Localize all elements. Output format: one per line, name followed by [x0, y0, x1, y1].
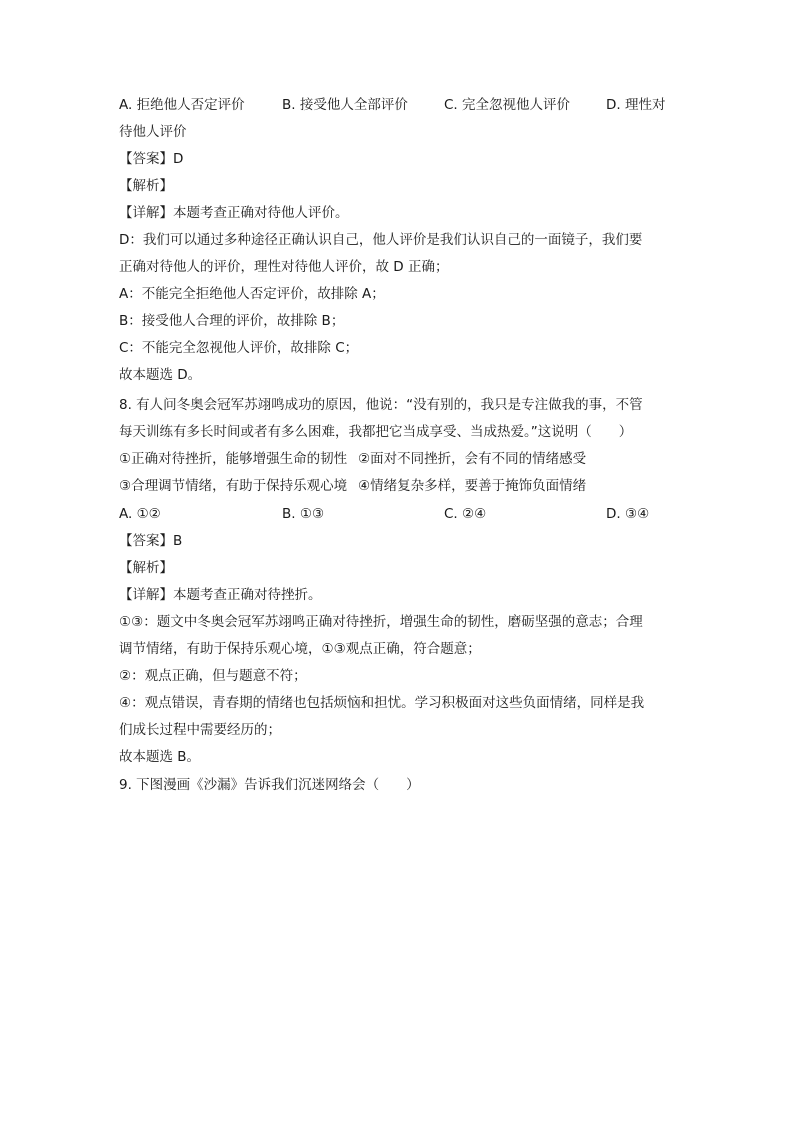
q7-answer-line [119, 148, 183, 170]
q8-analysis-label: 【解析】 [119, 560, 173, 576]
q8-explanation-line: ④：观点错误，青春期的情绪也包括烦恼和担忧。学习积极面对这些负面情绪，同样是我 [119, 695, 645, 711]
q8-item-1: ①正确对待挫折，能够增强生命的韧性 [119, 451, 348, 467]
q8-item-4: ④情绪复杂多样，要善于掩饰负面情绪 [358, 478, 587, 494]
q8-conclusion: 故本题选 B。 [119, 749, 201, 765]
detail-label: 【详解】 [119, 587, 173, 603]
detail-label: 【详解】 [119, 205, 173, 221]
q7-explanation-line: 正确对待他人的评价，理性对待他人评价，故 D 正确； [119, 259, 449, 275]
q8-detail-text: 本题考查正确对待挫折。 [173, 587, 322, 603]
q8-stem-line-1: 8. 有人问冬奥会冠军苏翊鸣成功的原因，他说：“没有别的，我只是专注做我的事，不管 [119, 397, 643, 413]
answer-label: 【答案】 [119, 151, 173, 167]
q8-item-2: ②面对不同挫折，会有不同的情绪感受 [358, 451, 587, 467]
q7-detail-line [119, 202, 349, 224]
q7-option-c: C. 完全忽视他人评价 [444, 97, 571, 113]
q9-stem: 9. 下图漫画《沙漏》告诉我们沉迷网络会（ ） [119, 777, 420, 793]
q7-option-b: B. 接受他人全部评价 [282, 97, 408, 113]
q7-answer: D [173, 151, 184, 167]
q7-option-a: A. 拒绝他人否定评价 [119, 97, 245, 113]
answer-label: 【答案】 [119, 533, 173, 549]
q7-option-d: D. 理性对 [606, 97, 666, 113]
q8-answer: B [173, 533, 183, 549]
q7-explanation-line: C：不能完全忽视他人评价，故排除 C； [119, 340, 359, 356]
q8-explanation-line: 调节情绪，有助于保持乐观心境，①③观点正确，符合题意； [119, 641, 481, 657]
q8-explanation-line: ②：观点正确，但与题意不符； [119, 668, 307, 684]
q8-answer-line [119, 530, 182, 552]
q7-detail-text: 本题考查正确对待他人评价。 [173, 205, 349, 221]
q8-item-3: ③合理调节情绪，有助于保持乐观心境 [119, 478, 348, 494]
q8-explanation-line: 们成长过程中需要经历的； [119, 722, 281, 738]
q8-option-b: B. ①③ [282, 506, 325, 522]
q7-explanation-line: B：接受他人合理的评价，故排除 B； [119, 313, 345, 329]
q8-stem-line-2: 每天训练有多长时间或者有多么困难，我都把它当成享受、当成热爱。”这说明（ ） [119, 424, 633, 440]
q8-option-d: D. ③④ [606, 506, 650, 522]
q8-explanation-line: ①③：题文中冬奥会冠军苏翊鸣正确对待挫折，增强生命的韧性，磨砺坚强的意志；合理 [119, 614, 643, 630]
q7-explanation-line: D：我们可以通过多种途径正确认识自己，他人评价是我们认识自己的一面镜子，我们要 [119, 232, 643, 248]
q8-option-c: C. ②④ [444, 506, 487, 522]
q8-detail-line [119, 584, 322, 606]
q8-option-a: A. ①② [119, 506, 161, 522]
q7-option-d-continued: 待他人评价 [119, 124, 187, 140]
q7-explanation-line: A：不能完全拒绝他人否定评价，故排除 A； [119, 286, 385, 302]
q7-conclusion: 故本题选 D。 [119, 367, 202, 383]
q7-analysis-label: 【解析】 [119, 178, 173, 194]
